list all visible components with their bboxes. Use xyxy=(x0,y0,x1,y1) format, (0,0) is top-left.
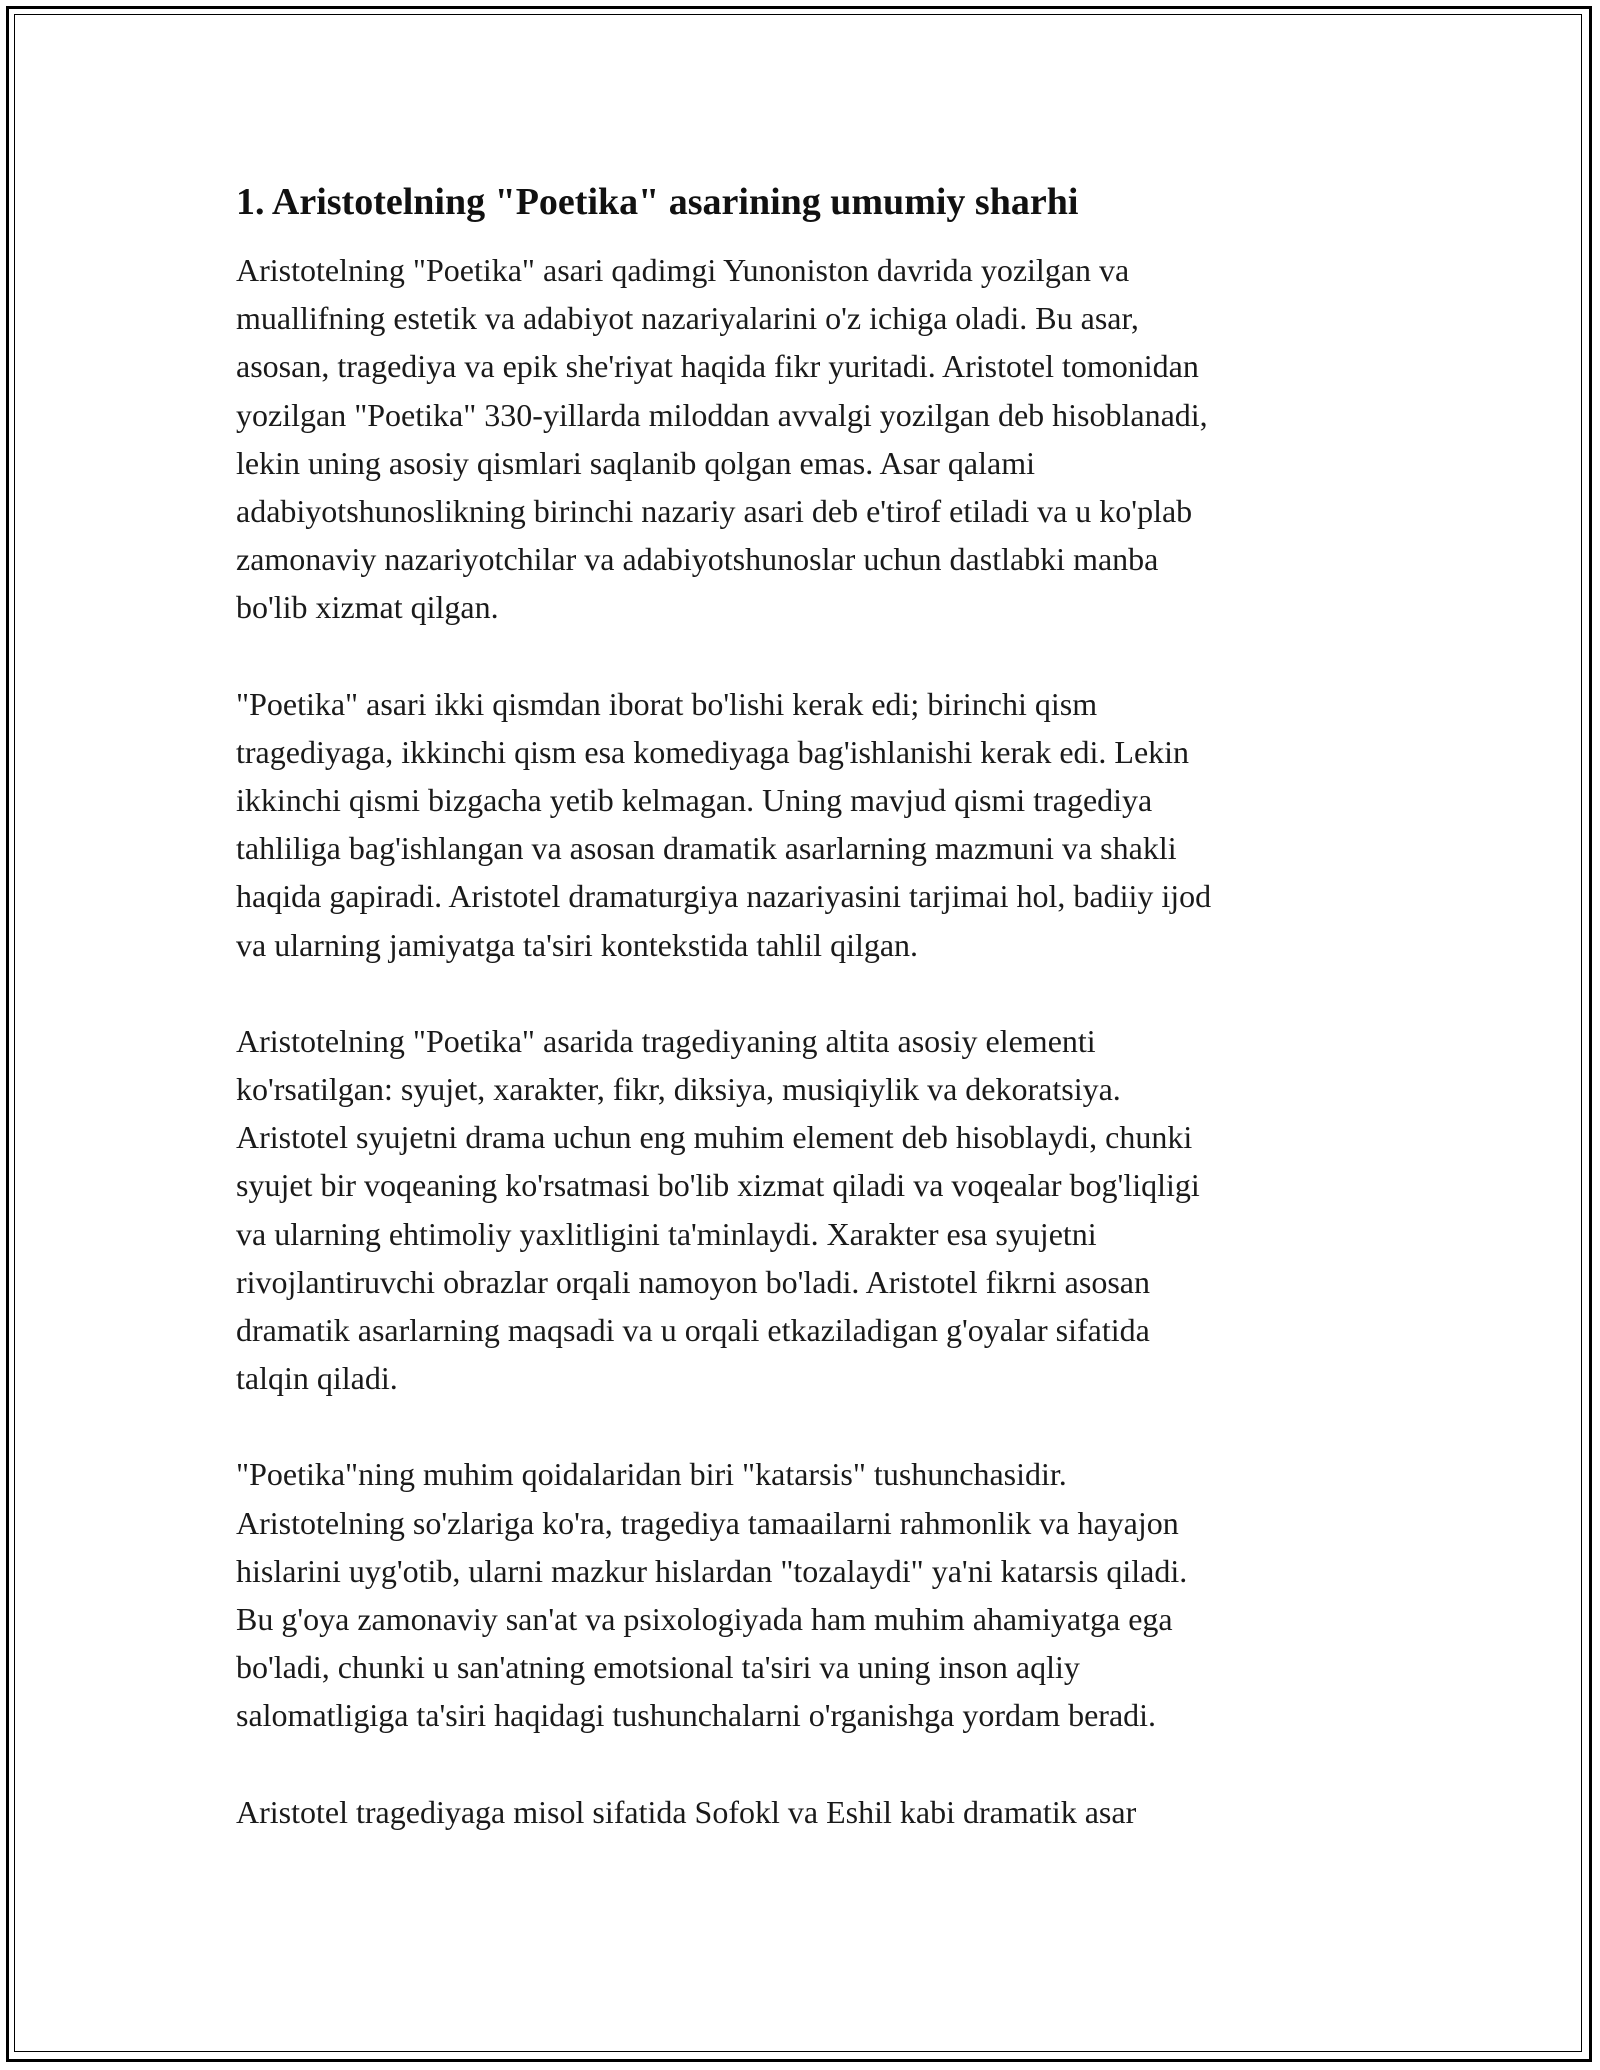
text-line: dramatik asarlarning maqsadi va u orqali etkaziladigan g'oyalar sifatida xyxy=(236,1312,1150,1349)
text-line: ko'rsatilgan: syujet, xarakter, fikr, diksiya, musiqiylik va dekoratsiya. xyxy=(236,1071,1121,1108)
text-line: Aristotelning so'zlariga ko'ra, tragediya tamaailarni rahmonlik va hayajon xyxy=(236,1504,1179,1541)
text-line: talqin qiladi. xyxy=(236,1360,398,1397)
text-line: ikkinchi qismi bizgacha yetib kelmagan. Uning mavjud qismi tragediya xyxy=(236,782,1153,819)
text-line: Bu g'oya zamonaviy san'at va psixologiyada ham muhim ahamiyatga ega xyxy=(236,1601,1173,1638)
paragraph-1 xyxy=(236,246,1376,632)
text-line: muallifning estetik va adabiyot nazariyalarini o'z ichiga oladi. Bu asar, xyxy=(236,300,1139,337)
text-line: Aristotelning "Poetika" asarida tragediyaning altita asosiy elementi xyxy=(236,1022,1096,1059)
text-line: hislarini uyg'otib, ularni mazkur hislardan "tozalaydi" ya'ni katarsis qiladi. xyxy=(236,1552,1188,1589)
text-line: salomatligiga ta'siri haqidagi tushunchalarni o'rganishga yordam beradi. xyxy=(236,1697,1157,1734)
text-line: asosan, tragediya va epik she'riyat haqida fikr yuritadi. Aristotel tomonidan xyxy=(236,348,1199,385)
paragraph-4 xyxy=(236,1450,1376,1739)
text-line: "Poetika"ning muhim qoidalaridan biri "katarsis" tushunchasidir. xyxy=(236,1456,1067,1493)
text-line: bo'ladi, chunki u san'atning emotsional ta'siri va uning inson aqliy xyxy=(236,1649,1080,1686)
text-line: bo'lib xizmat qilgan. xyxy=(236,589,499,626)
document-body xyxy=(236,178,1376,1884)
text-line: haqida gapiradi. Aristotel dramaturgiya nazariyasini tarjimai hol, badiiy ijod xyxy=(236,878,1212,915)
text-line: Aristotelning "Poetika" asari qadimgi Yunoniston davrida yozilgan va xyxy=(236,252,1130,288)
section-heading: 1. Aristotelning "Poetika" asarining umumiy sharhi xyxy=(236,181,1079,223)
paragraph-5 xyxy=(236,1788,1376,1836)
text-line: tragediyaga, ikkinchi qism esa komediyaga bag'ishlanishi kerak edi. Lekin xyxy=(236,733,1190,770)
paragraph-2 xyxy=(236,680,1376,969)
text-line: rivojlantiruvchi obrazlar orqali namoyon bo'ladi. Aristotel fikrni asosan xyxy=(236,1263,1150,1300)
text-line: adabiyotshunoslikning birinchi nazariy asari deb e'tirof etiladi va u ko'plab xyxy=(236,493,1193,530)
text-line: "Poetika" asari ikki qismdan iborat bo'lishi kerak edi; birinchi qism xyxy=(236,685,1098,722)
text-line: tahliliga bag'ishlangan va asosan dramatik asarlarning mazmuni va shakli xyxy=(236,830,1177,867)
text-line: zamonaviy nazariyotchilar va adabiyotshunoslar uchun dastlabki manba xyxy=(236,541,1159,578)
paragraph-3 xyxy=(236,1017,1376,1403)
text-line: va ularning jamiyatga ta'siri kontekstida tahlil qilgan. xyxy=(236,926,919,963)
text-line: lekin uning asosiy qismlari saqlanib qolgan emas. Asar qalami xyxy=(236,444,1035,481)
text-line: yozilgan "Poetika" 330-yillarda miloddan avvalgi yozilgan deb hisoblanadi, xyxy=(236,396,1208,433)
text-line: va ularning ehtimoliy yaxlitligini ta'minlaydi. Xarakter esa syujetni xyxy=(236,1215,1097,1252)
text-line: Aristotel tragediyaga misol sifatida Sofokl va Eshil kabi dramatik asar xyxy=(236,1793,1137,1830)
text-line: syujet bir voqeaning ko'rsatmasi bo'lib xizmat qiladi va voqealar bog'liqligi xyxy=(236,1167,1200,1204)
text-line: Aristotel syujetni drama uchun eng muhim element deb hisoblaydi, chunki xyxy=(236,1119,1193,1156)
